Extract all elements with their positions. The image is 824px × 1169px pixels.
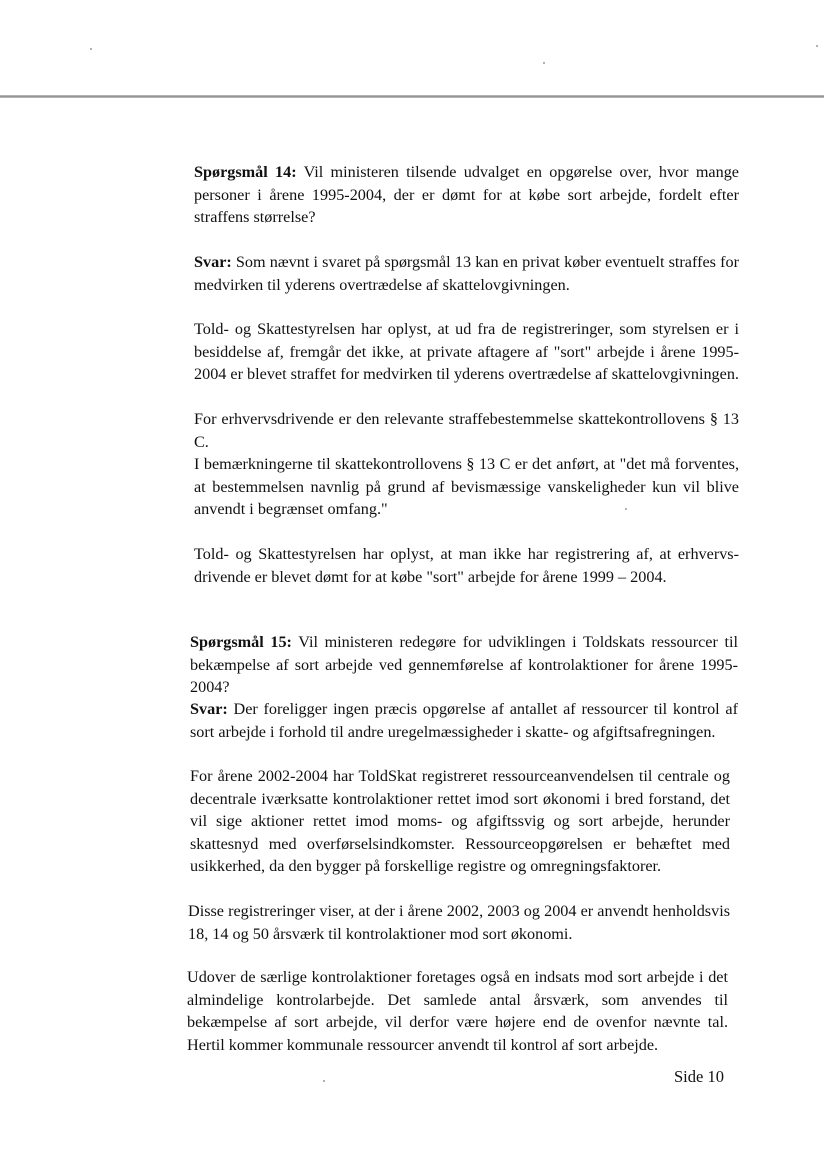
scan-speck	[323, 1080, 325, 1082]
scan-artifact-line	[0, 95, 824, 98]
question-15-label: Spørgsmål 15:	[190, 633, 292, 651]
question-15	[190, 631, 738, 699]
question-14	[194, 161, 739, 229]
answer-15-text: Der foreligger ingen præcis opgørelse af antallet af ressourcer til kontrol af sort arbejde i forhold til andre uregelmæssigheder i skatte- og afgiftsafregningen.	[190, 700, 738, 741]
paragraph-14-2: For erhvervsdrivende er den relevante straffebestemmelse skattekontrollovens § 13 C.	[194, 410, 739, 451]
paragraph-15-2: Disse registreringer viser, at der i årene 2002, 2003 og 2004 er anvendt henholdsvis 18, 14 og 50 årsværk til kontrolaktioner mod sort økonomi.	[188, 902, 730, 943]
paragraph-14-4: Told- og Skattestyrelsen har oplyst, at man ikke har registrering af, at erhvervs-drivende er blevet dømt for at købe "sort" arbejde for årene 1999 – 2004.	[194, 545, 739, 586]
answer-14	[194, 251, 739, 296]
paragraph-15-1: For årene 2002-2004 har ToldSkat registreret ressourceanvendelsen til centrale og decentrale iværksatte kontrolaktioner rettet imod sort økonomi i bred forstand, det vil sige aktioner rettet imod moms- og afgiftssvig og sort arbejde, herunder skattesnyd med overførselsindkomster. Ressourceopgørelsen er behæftet med usikkerhed, da den bygger på forskellige registre og omregningsfaktorer.	[190, 767, 730, 875]
paragraph-15-3: Udover de særlige kontrolaktioner foretages også en indsats mod sort arbejde i det almindelige kontrolarbejde. Det samlede antal årsværk, som anvendes til bekæmpelse af sort arbejde, vil derfor være højere end de ovenfor nævnte tal. Hertil kommer kommunale ressourcer anvendt til kontrol af sort arbejde.	[187, 968, 728, 1054]
answer-15-label: Svar:	[190, 700, 228, 718]
answer-14-text: Som nævnt i svaret på spørgsmål 13 kan en privat køber eventuelt straffes for medvirken til yderens overtrædelse af skattelovgivningen.	[194, 253, 739, 294]
paragraph-14-1: Told- og Skattestyrelsen har oplyst, at ud fra de registreringer, som styrelsen er i besiddelse af, fremgår det ikke, at private aftagere af "sort" arbejde i årene 1995-2004 er blevet straffet for medvirken til yderens overtrædelse af skattelovgivningen.	[194, 320, 739, 383]
scan-speck	[543, 62, 545, 64]
question-15-text: Vil ministeren redegøre for udviklingen i Toldskats ressourcer til bekæmpelse af sort arbejde ved gennemførelse af kontrolaktioner for årene 1995-2004?	[190, 633, 738, 696]
paragraph-14-3: I bemærkningerne til skattekontrollovens § 13 C er det anført, at "det må forventes, at bestemmelsen navnlig på grund af bevismæssige vanskeligheder kun vil blive anvendt i begrænset omfang."	[194, 455, 739, 518]
answer-14-label: Svar:	[194, 253, 232, 271]
question-14-label: Spørgsmål 14:	[194, 163, 297, 181]
scan-speck	[90, 48, 92, 50]
answer-15	[190, 698, 738, 743]
page-number: Side 10	[674, 1067, 724, 1086]
scan-speck	[816, 45, 818, 47]
question-14-text: Vil ministeren tilsende udvalget en opgørelse over, hvor mange personer i årene 1995-2004, der er dømt for at købe sort arbejde, fordelt efter straffens størrelse?	[194, 163, 739, 226]
